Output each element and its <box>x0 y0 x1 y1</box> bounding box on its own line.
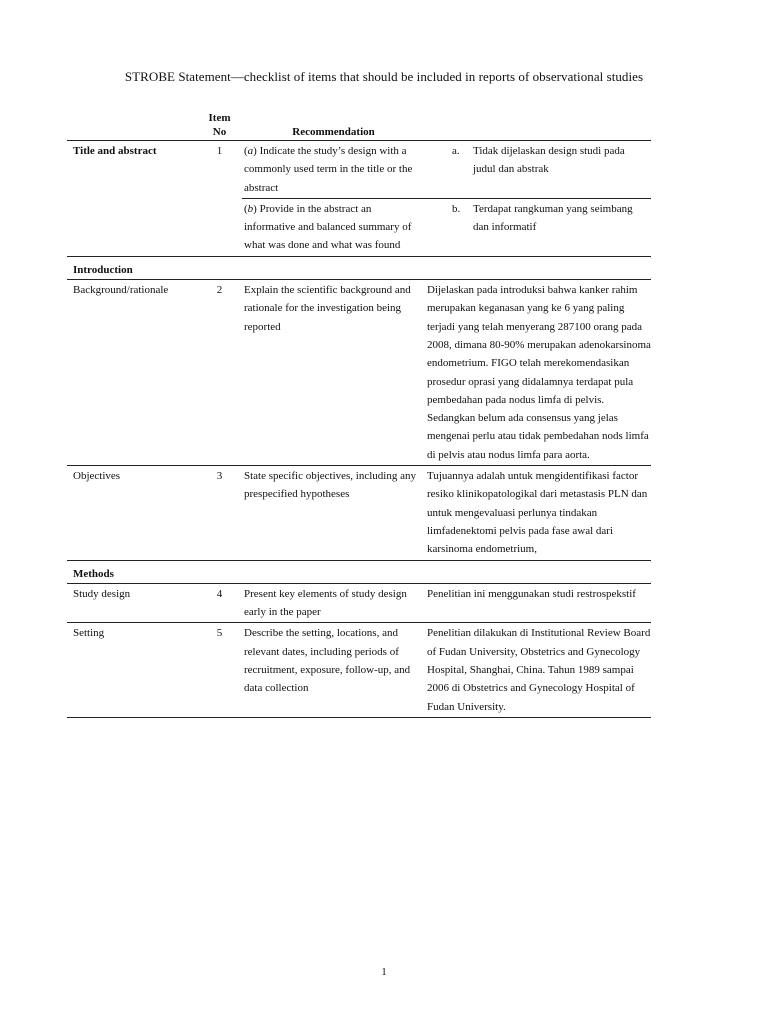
section-label: Title and abstract <box>67 141 197 257</box>
header-recommendation: Recommendation <box>242 112 425 141</box>
section-heading-row <box>67 560 651 583</box>
table-row <box>67 280 651 466</box>
recommendation-cell: Describe the setting, locations, and relevant dates, including periods of recruitment, exposure, follow-up, and data collection <box>242 623 425 717</box>
item-number: 4 <box>197 583 242 623</box>
page-number: 1 <box>381 966 387 978</box>
answer-a-text: Tidak dijelaskan design studi pada judul dan abstrak <box>473 145 625 176</box>
header-answer-cell <box>425 112 651 141</box>
rec-a-label: a <box>247 145 254 157</box>
table-row <box>67 583 651 623</box>
answer-cell <box>425 198 651 256</box>
answer-cell: Dijelaskan pada introduksi bahwa kanker rahim merupakan keganasan yang ke 6 yang paling terjadi yang telah menyerang 287100 orang pada 2008, dimana 80-90% merupakan adenokarsinoma endometrium. FIGO telah merekomendasikan prosedur oprasi yang didalamnya terdapat pula pembedahan pada nodus limfa di pelvis. Sedangkan belum ada consensus yang jelas mengenai perlu atau tidak pembedahan nods limfa di pelvis atau nodus limfa para aorta. <box>425 280 651 466</box>
section-label: Study design <box>67 583 197 623</box>
recommendation-cell: Explain the scientific background and rationale for the investigation being reported <box>242 280 425 466</box>
answer-cell: Penelitian ini menggunakan studi restrospekstif <box>425 583 651 623</box>
header-item-no <box>197 112 242 141</box>
section-heading-introduction: Introduction <box>67 256 651 279</box>
answer-b-marker: b. <box>452 202 461 215</box>
answer-cell <box>425 141 651 199</box>
section-label: Setting <box>67 623 197 717</box>
header-item-label: Item <box>208 112 231 124</box>
header-no-label: No <box>212 125 227 138</box>
section-label: Objectives <box>67 466 197 560</box>
answer-cell: Tujuannya adalah untuk mengidentifikasi factor resiko klinikopatologikal dari metastasis PLN dan untuk mengevaluasi perlunya tindakan limfadenektomi pelvis pada fase awal dari karsinoma endometrium, <box>425 466 651 560</box>
answer-b-text: Terdapat rangkuman yang seimbang dan informatif <box>473 202 633 234</box>
section-heading-methods: Methods <box>67 560 651 583</box>
rec-a-text: Indicate the study’s design with a commonly used term in the title or the abstract <box>244 145 413 194</box>
item-number: 1 <box>197 141 242 257</box>
header-section-cell <box>67 112 197 141</box>
answer-cell: Penelitian dilakukan di Institutional Review Board of Fudan University, Obstetrics and Gynecology Hospital, Shanghai, China. Tahun 1989 sampai 2006 di Obstetrics and Gynecology Hospital of Fudan University. <box>425 623 651 717</box>
table-row <box>67 141 651 199</box>
recommendation-cell: (a) Indicate the study’s design with a commonly used term in the title or the abstract <box>242 141 425 199</box>
item-number: 5 <box>197 623 242 717</box>
page-title: STROBE Statement—checklist of items that should be included in reports of observational studies <box>124 69 644 84</box>
item-number: 3 <box>197 466 242 560</box>
recommendation-cell: State specific objectives, including any prespecified hypotheses <box>242 466 425 560</box>
recommendation-cell: Present key elements of study design early in the paper <box>242 583 425 623</box>
recommendation-cell: (b) Provide in the abstract an informative and balanced summary of what was done and what was found <box>242 198 425 256</box>
answer-a-marker: a. <box>452 145 460 157</box>
section-label: Background/rationale <box>67 280 197 466</box>
table-row <box>67 623 651 717</box>
rec-b-text: Provide in the abstract an informative and balanced summary of what was done and what was found <box>244 202 412 252</box>
strobe-checklist-table <box>67 112 651 718</box>
section-heading-row <box>67 256 651 279</box>
item-number: 2 <box>197 280 242 466</box>
table-row <box>67 466 651 560</box>
rec-b-label: b <box>247 202 254 215</box>
